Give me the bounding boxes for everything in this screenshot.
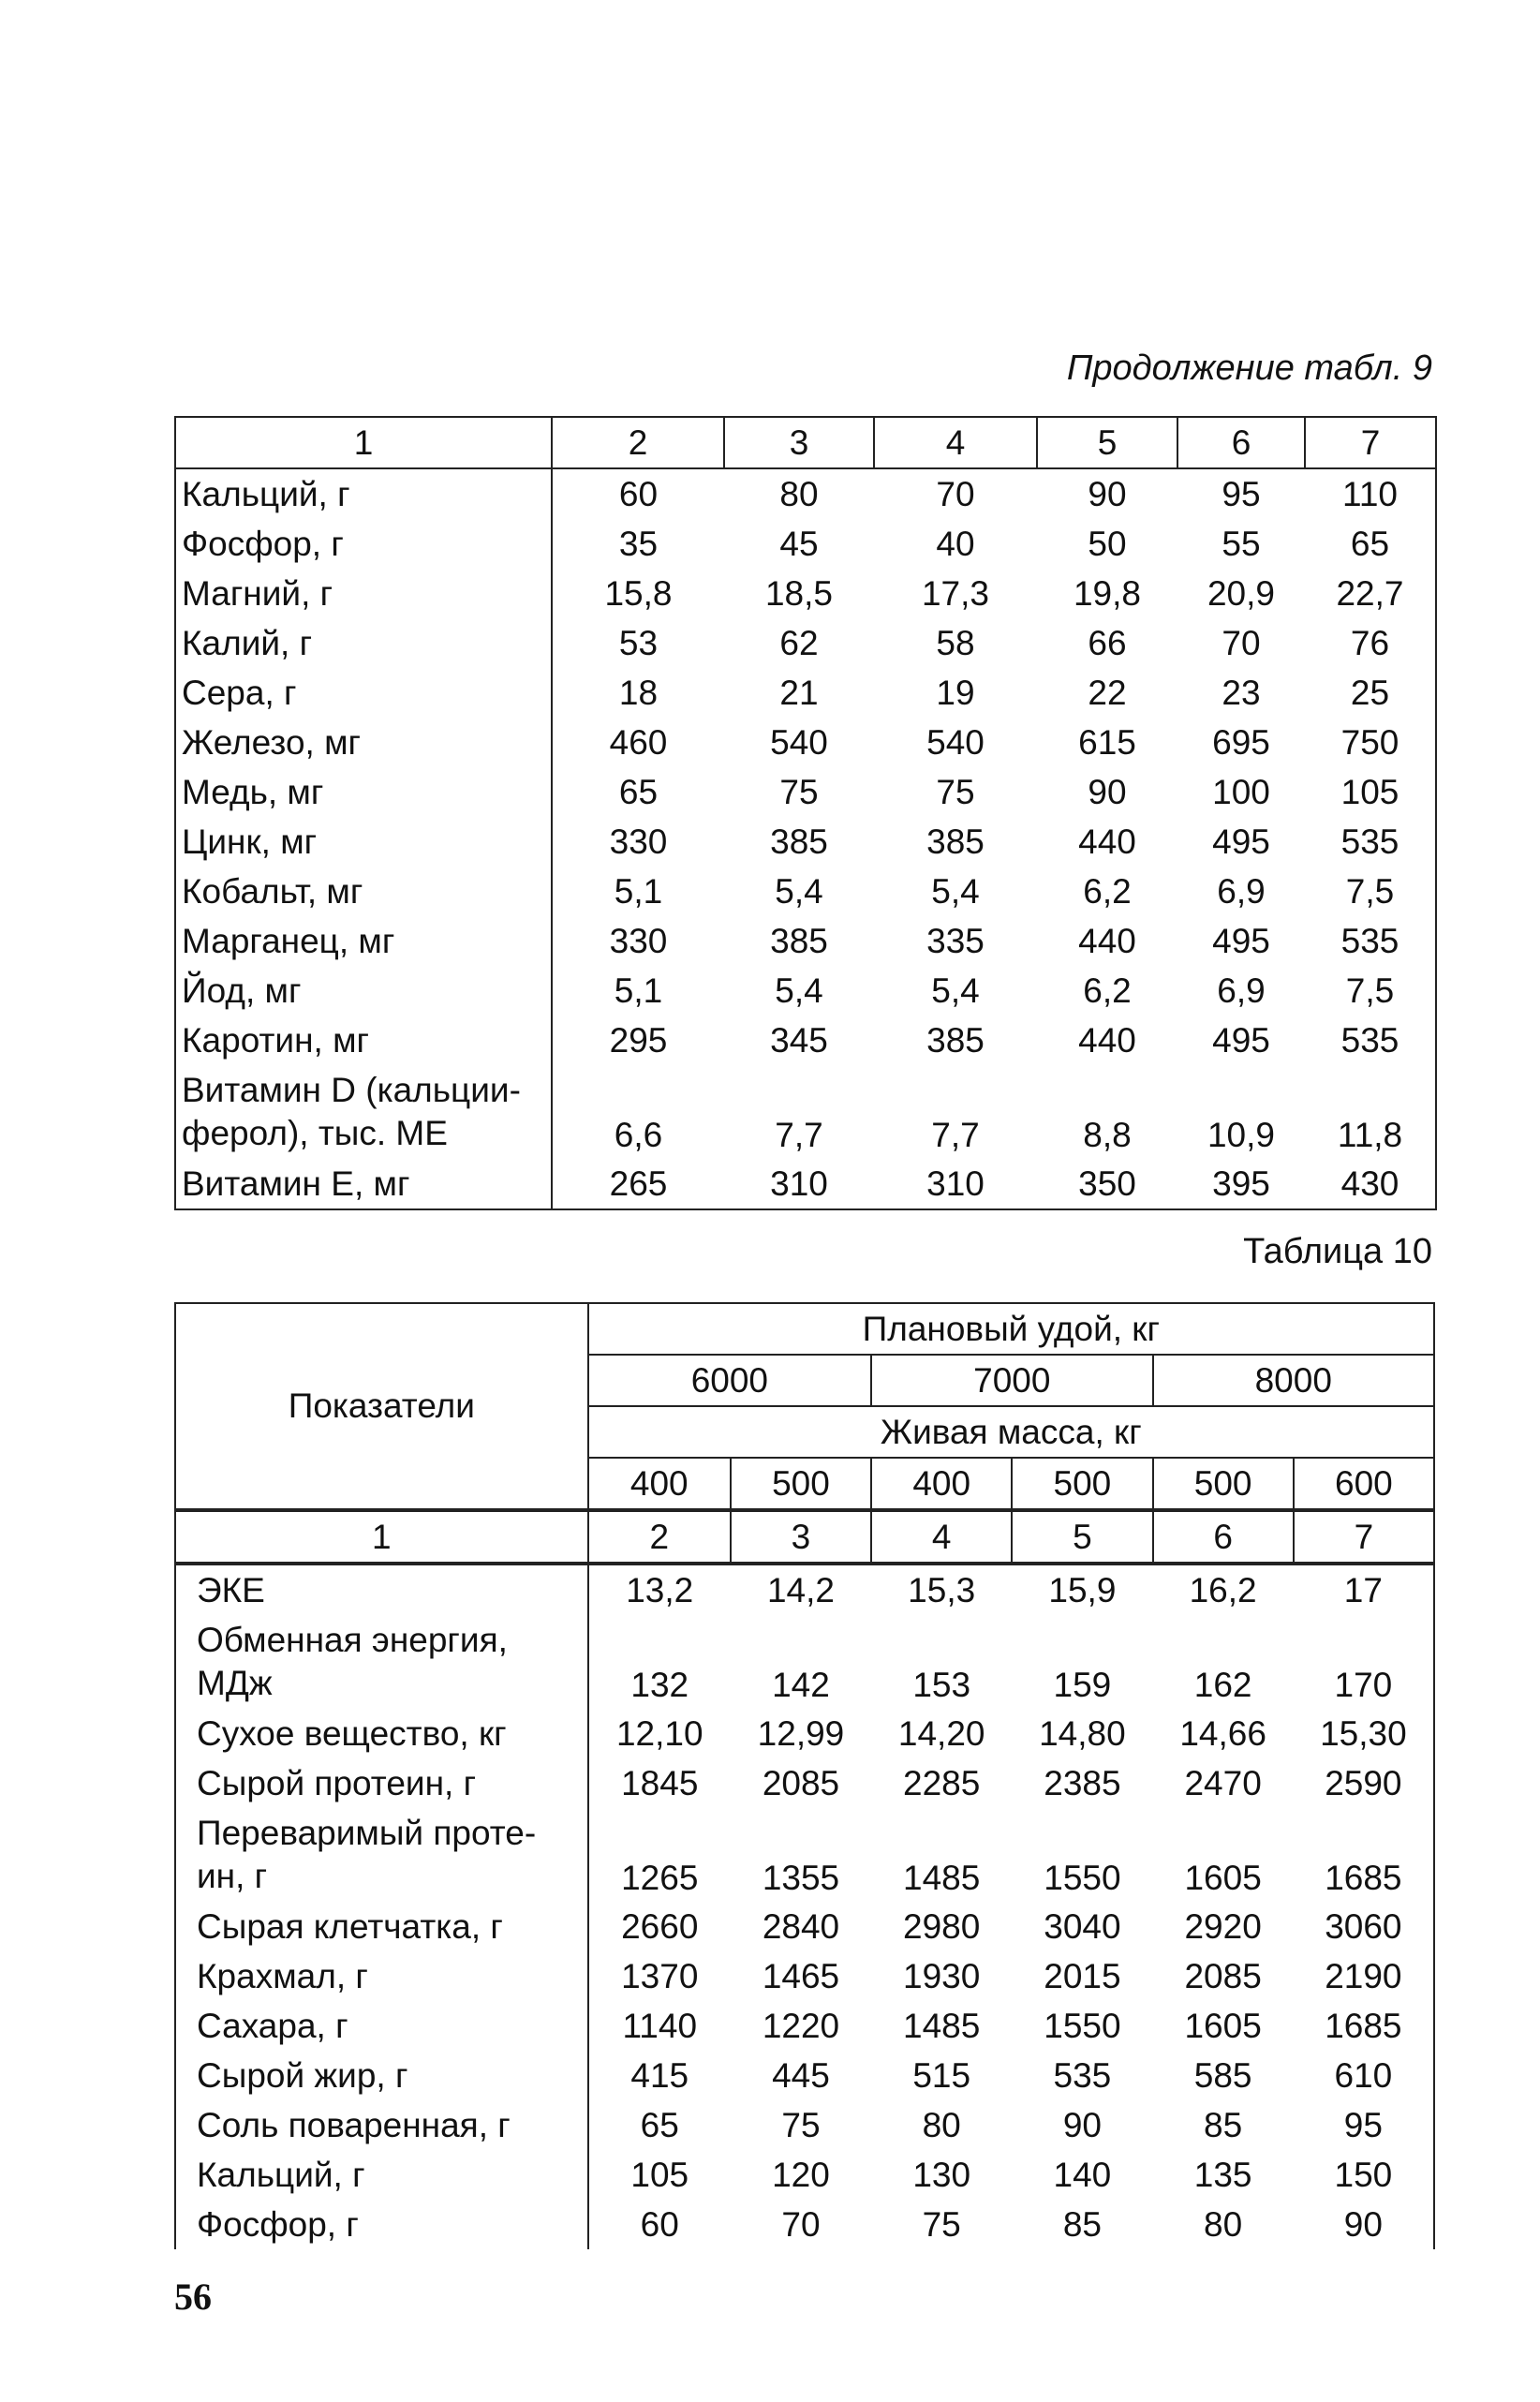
value-cell: 310	[770, 1164, 828, 1203]
table-row	[175, 1758, 1434, 1808]
value-cell: 440	[1078, 822, 1136, 861]
value-cell: 50	[1088, 524, 1127, 563]
value-cell: 95	[1222, 474, 1261, 513]
table-row	[175, 966, 1436, 1016]
value-cell: 12,10	[615, 1713, 703, 1753]
index-cell: 2	[588, 1510, 731, 1564]
table-10	[174, 1302, 1435, 2249]
value-cell: 159	[1053, 1666, 1112, 1704]
value-cell: 75	[781, 2105, 821, 2144]
value-cell: 105	[1340, 772, 1399, 811]
value-cell: 6,2	[1083, 971, 1132, 1010]
table-row	[175, 916, 1436, 966]
mass-header: 500	[731, 1458, 871, 1510]
value-cell: 385	[770, 921, 828, 960]
row-label: Кальций, г	[175, 2150, 588, 2200]
value-cell: 7,5	[1345, 871, 1395, 911]
row-label: Цинк, мг	[175, 817, 552, 867]
value-cell: 495	[1212, 1020, 1270, 1060]
value-cell: 1605	[1184, 1859, 1262, 1897]
value-cell: 85	[1204, 2105, 1243, 2144]
value-cell: 1265	[621, 1859, 699, 1897]
value-cell: 40	[936, 524, 975, 563]
value-cell: 23	[1222, 673, 1261, 712]
row-label: Крахмал, г	[175, 1951, 588, 2001]
value-cell: 330	[609, 822, 668, 861]
table-row	[175, 817, 1436, 867]
value-cell: 100	[1212, 772, 1270, 811]
index-cell: 4	[871, 1510, 1012, 1564]
value-cell: 1485	[903, 2006, 981, 2045]
value-cell: 1550	[1044, 1859, 1121, 1897]
table9-col-header: 7	[1305, 417, 1436, 468]
planned-yield-header: Плановый удой, кг	[588, 1303, 1434, 1355]
value-cell: 65	[618, 772, 659, 811]
value-cell: 430	[1340, 1164, 1399, 1203]
value-cell: 415	[630, 2055, 689, 2095]
value-cell: 295	[609, 1020, 668, 1060]
row-label: Кальций, г	[175, 468, 552, 519]
value-cell: 14,66	[1179, 1713, 1266, 1753]
table-9	[174, 416, 1437, 1210]
value-cell: 76	[1350, 623, 1390, 662]
value-cell: 62	[779, 623, 819, 662]
value-cell: 14,2	[766, 1570, 835, 1609]
value-cell: 2920	[1184, 1906, 1262, 1946]
row-label: Переваримый проте- ин, г	[175, 1808, 588, 1902]
row-label: Фосфор, г	[175, 519, 552, 569]
value-cell: 330	[609, 921, 668, 960]
value-cell: 15,3	[908, 1570, 976, 1609]
value-cell: 66	[1088, 623, 1127, 662]
value-cell: 12,99	[757, 1713, 845, 1753]
row-label: Сахара, г	[175, 2001, 588, 2051]
table-row	[175, 1951, 1434, 2001]
table-row	[175, 1902, 1434, 1951]
value-cell: 2015	[1044, 1956, 1121, 1995]
index-cell: 7	[1294, 1510, 1434, 1564]
value-cell: 14,80	[1039, 1713, 1126, 1753]
value-cell: 70	[936, 474, 975, 513]
table-row	[175, 1709, 1434, 1758]
value-cell: 17	[1343, 1570, 1383, 1609]
value-cell: 2385	[1044, 1763, 1121, 1802]
value-cell: 16,2	[1189, 1570, 1257, 1609]
value-cell: 265	[609, 1164, 668, 1203]
value-cell: 15,9	[1048, 1570, 1117, 1609]
value-cell: 495	[1212, 921, 1270, 960]
value-cell: 65	[640, 2105, 679, 2144]
value-cell: 80	[1204, 2204, 1243, 2244]
value-cell: 1930	[903, 1956, 981, 1995]
value-cell: 695	[1212, 722, 1270, 762]
value-cell: 535	[1053, 2055, 1112, 2095]
value-cell: 35	[618, 524, 659, 563]
row-label: Магний, г	[175, 569, 552, 618]
value-cell: 7,5	[1345, 971, 1395, 1010]
value-cell: 142	[772, 1666, 830, 1704]
value-cell: 5,1	[614, 971, 663, 1010]
table-row	[175, 2100, 1434, 2150]
value-cell: 2980	[903, 1906, 981, 1946]
value-cell: 18	[618, 673, 659, 712]
value-cell: 19,8	[1073, 573, 1141, 613]
table9-col-header: 1	[175, 417, 552, 468]
table10-index-row	[175, 1510, 1434, 1564]
mass-header: 400	[588, 1458, 731, 1510]
value-cell: 20,9	[1207, 573, 1275, 613]
row-label: Йод, мг	[175, 966, 552, 1016]
row-label: Сухое вещество, кг	[175, 1709, 588, 1758]
table-row	[175, 2051, 1434, 2100]
table9-col-header: 4	[874, 417, 1037, 468]
value-cell: 1370	[621, 1956, 699, 1995]
value-cell: 2085	[1184, 1956, 1262, 1995]
row-label: Железо, мг	[175, 718, 552, 767]
row-label: ЭКЕ	[175, 1564, 588, 1615]
value-cell: 65	[1350, 524, 1390, 563]
value-cell: 130	[912, 2155, 971, 2194]
value-cell: 110	[1342, 474, 1398, 513]
value-cell: 460	[609, 722, 668, 762]
table9-col-header: 6	[1177, 417, 1305, 468]
table9-col-header: 5	[1037, 417, 1177, 468]
value-cell: 1605	[1184, 2006, 1262, 2045]
value-cell: 515	[912, 2055, 971, 2095]
value-cell: 85	[1062, 2204, 1102, 2244]
value-cell: 540	[926, 722, 985, 762]
value-cell: 1220	[762, 2006, 840, 2045]
table9-col-header: 3	[724, 417, 874, 468]
row-label: Обменная энергия, МДж	[175, 1615, 588, 1709]
live-mass-header: Живая масса, кг	[588, 1406, 1434, 1458]
value-cell: 1685	[1325, 2006, 1402, 2045]
value-cell: 335	[926, 921, 985, 960]
value-cell: 310	[926, 1164, 985, 1203]
value-cell: 1140	[622, 2006, 698, 2045]
value-cell: 395	[1212, 1164, 1270, 1203]
value-cell: 7,7	[775, 1116, 823, 1154]
value-cell: 22,7	[1336, 573, 1404, 613]
value-cell: 19	[936, 673, 975, 712]
table-row	[175, 2150, 1434, 2200]
value-cell: 10,9	[1207, 1116, 1275, 1154]
value-cell: 135	[1193, 2155, 1252, 2194]
value-cell: 1550	[1044, 2006, 1121, 2045]
row-label: Витамин Е, мг	[175, 1159, 552, 1209]
row-label: Каротин, мг	[175, 1016, 552, 1065]
index-cell: 1	[175, 1510, 588, 1564]
value-cell: 120	[772, 2155, 830, 2194]
value-cell: 540	[770, 722, 828, 762]
value-cell: 535	[1340, 1020, 1399, 1060]
value-cell: 22	[1088, 673, 1127, 712]
value-cell: 1685	[1325, 1859, 1402, 1897]
index-cell: 6	[1153, 1510, 1294, 1564]
value-cell: 6,2	[1083, 871, 1132, 911]
value-cell: 1465	[762, 1956, 840, 1995]
yield-header: 8000	[1153, 1355, 1434, 1406]
value-cell: 385	[926, 1020, 985, 1060]
value-cell: 535	[1340, 921, 1399, 960]
value-cell: 2285	[903, 1763, 981, 1802]
index-cell: 3	[731, 1510, 871, 1564]
value-cell: 53	[618, 623, 659, 662]
table-row	[175, 2200, 1434, 2249]
value-cell: 25	[1350, 673, 1390, 712]
value-cell: 440	[1078, 921, 1136, 960]
value-cell: 535	[1340, 822, 1399, 861]
value-cell: 70	[1222, 623, 1261, 662]
row-label: Соль поваренная, г	[175, 2100, 588, 2150]
value-cell: 8,8	[1083, 1116, 1132, 1154]
value-cell: 5,4	[931, 871, 980, 911]
value-cell: 70	[781, 2204, 821, 2244]
value-cell: 21	[779, 673, 819, 712]
value-cell: 5,4	[775, 871, 823, 911]
value-cell: 58	[936, 623, 975, 662]
value-cell: 6,9	[1217, 971, 1266, 1010]
value-cell: 18,5	[764, 573, 833, 613]
value-cell: 17,3	[921, 573, 989, 613]
row-label: Сырой жир, г	[175, 2051, 588, 2100]
table-row	[175, 1808, 1434, 1902]
table-row	[175, 468, 1436, 519]
value-cell: 1485	[903, 1859, 981, 1897]
value-cell: 3040	[1044, 1906, 1121, 1946]
table9-caption: Продолжение табл. 9	[1066, 348, 1432, 388]
value-cell: 610	[1334, 2055, 1393, 2095]
value-cell: 7,7	[931, 1116, 980, 1154]
index-cell: 5	[1012, 1510, 1152, 1564]
row-label: Марганец, мг	[175, 916, 552, 966]
table-row	[175, 569, 1436, 618]
yield-header: 7000	[871, 1355, 1152, 1406]
value-cell: 5,4	[775, 971, 823, 1010]
value-cell: 13,2	[626, 1570, 694, 1609]
mass-header: 400	[871, 1458, 1012, 1510]
value-cell: 105	[630, 2155, 689, 2194]
table-row	[175, 519, 1436, 569]
mass-header: 500	[1153, 1458, 1294, 1510]
table10-header-row	[175, 1303, 1434, 1355]
row-label: Калий, г	[175, 618, 552, 668]
value-cell: 150	[1334, 2155, 1393, 2194]
value-cell: 15,8	[604, 573, 673, 613]
value-cell: 15,30	[1320, 1713, 1407, 1753]
value-cell: 60	[640, 2204, 679, 2244]
value-cell: 75	[936, 772, 975, 811]
value-cell: 75	[779, 772, 819, 811]
value-cell: 2190	[1325, 1956, 1402, 1995]
table-row	[175, 718, 1436, 767]
value-cell: 55	[1222, 524, 1261, 563]
table10-caption: Таблица 10	[1243, 1232, 1432, 1271]
value-cell: 6,9	[1217, 871, 1266, 911]
value-cell: 60	[618, 474, 659, 513]
value-cell: 90	[1088, 772, 1127, 811]
table-row	[175, 1615, 1434, 1709]
value-cell: 153	[912, 1666, 971, 1704]
row-label: Сырая клетчатка, г	[175, 1902, 588, 1951]
value-cell: 90	[1088, 474, 1127, 513]
table-row	[175, 1159, 1436, 1209]
value-cell: 45	[779, 524, 819, 563]
value-cell: 750	[1340, 722, 1399, 762]
value-cell: 95	[1343, 2105, 1383, 2144]
value-cell: 75	[922, 2204, 961, 2244]
table9-header-row	[175, 417, 1436, 468]
row-label: Сера, г	[175, 668, 552, 718]
value-cell: 11,8	[1337, 1116, 1403, 1154]
indicator-header: Показатели	[175, 1303, 588, 1510]
value-cell: 140	[1053, 2155, 1112, 2194]
value-cell: 3060	[1325, 1906, 1402, 1946]
value-cell: 440	[1078, 1020, 1136, 1060]
value-cell: 1845	[621, 1763, 699, 1802]
table-row	[175, 867, 1436, 916]
value-cell: 615	[1078, 722, 1136, 762]
table-row	[175, 2001, 1434, 2051]
row-label: Медь, мг	[175, 767, 552, 817]
value-cell: 1355	[762, 1859, 840, 1897]
yield-header: 6000	[588, 1355, 871, 1406]
table9-col-header: 2	[552, 417, 724, 468]
value-cell: 345	[770, 1020, 828, 1060]
value-cell: 2470	[1184, 1763, 1262, 1802]
table-row	[175, 1065, 1436, 1159]
value-cell: 14,20	[897, 1713, 985, 1753]
value-cell: 2085	[762, 1763, 840, 1802]
value-cell: 162	[1193, 1666, 1252, 1704]
value-cell: 585	[1193, 2055, 1252, 2095]
value-cell: 350	[1078, 1164, 1136, 1203]
row-label: Сырой протеин, г	[175, 1758, 588, 1808]
table-row	[175, 1564, 1434, 1615]
value-cell: 132	[630, 1666, 689, 1704]
value-cell: 2840	[762, 1906, 840, 1946]
table-row	[175, 1016, 1436, 1065]
value-cell: 445	[772, 2055, 830, 2095]
value-cell: 6,6	[614, 1116, 663, 1154]
page-number: 56	[174, 2276, 212, 2318]
value-cell: 5,1	[614, 871, 663, 911]
value-cell: 5,4	[931, 971, 980, 1010]
mass-header: 600	[1294, 1458, 1434, 1510]
table-row	[175, 618, 1436, 668]
value-cell: 90	[1062, 2105, 1102, 2144]
value-cell: 385	[926, 822, 985, 861]
table-row	[175, 767, 1436, 817]
value-cell: 2660	[621, 1906, 699, 1946]
value-cell: 2590	[1325, 1763, 1402, 1802]
table-row	[175, 668, 1436, 718]
row-label: Фосфор, г	[175, 2200, 588, 2249]
row-label: Кобальт, мг	[175, 867, 552, 916]
value-cell: 90	[1343, 2204, 1383, 2244]
mass-header: 500	[1012, 1458, 1152, 1510]
value-cell: 80	[922, 2105, 961, 2144]
value-cell: 170	[1334, 1666, 1393, 1704]
row-label: Витамин D (кальции- ферол), тыс. МЕ	[175, 1065, 552, 1159]
value-cell: 385	[770, 822, 828, 861]
value-cell: 495	[1212, 822, 1270, 861]
value-cell: 80	[779, 474, 819, 513]
